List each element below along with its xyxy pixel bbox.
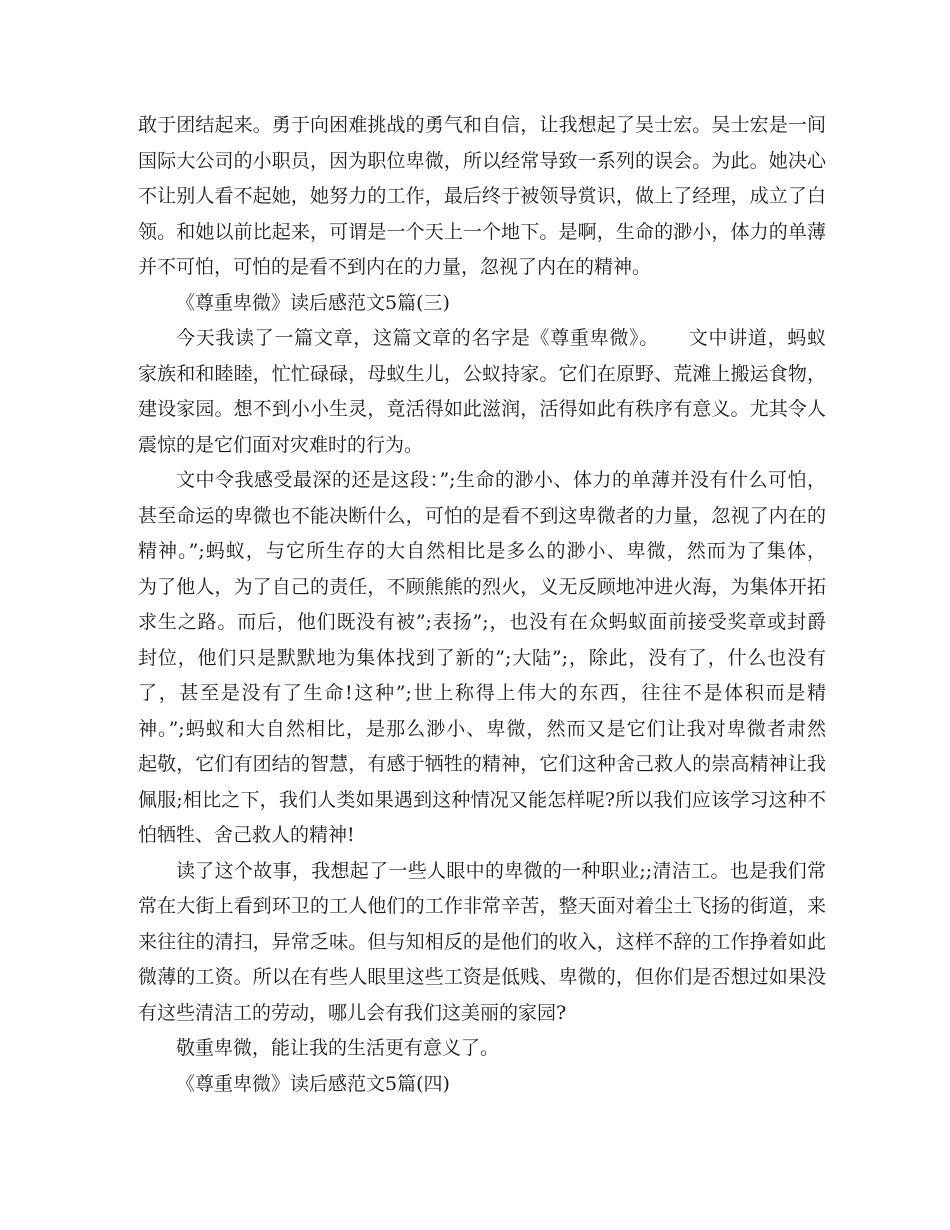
text-line: 国际大公司的小职员，因为职位卑微，所以经常导致一系列的误会。为此。她决心 [138, 149, 826, 172]
text-line: 建设家园。想不到小小生灵，竟活得如此滋润，活得如此有秩序有意义。尤其令人 [138, 398, 826, 420]
section-heading: 《尊重卑微》读后感范文5篇(四) [176, 1072, 450, 1095]
text-line: 常在大街上看到环卫的工人他们的工作非常辛苦，整天面对着尘土飞扬的街道，来 [138, 895, 826, 917]
text-line: 甚至命运的卑微也不能决断什么，可怕的是看不到这卑微者的力量，忽视了内在的 [138, 504, 826, 527]
text-line: 有这些清洁工的劳动，哪儿会有我们这美丽的家园? [138, 1001, 567, 1024]
text-line: 今天我读了一篇文章，这篇文章的名字是《尊重卑微》。 文中讲道，蚂蚁 [176, 327, 826, 349]
text-line: 佩服;相比之下，我们人类如果遇到这种情况又能怎样呢?所以我们应该学习这种不 [138, 788, 826, 811]
text-line: 为了他人，为了自己的责任，不顾熊熊的烈火，义无反顾地冲进火海，为集体开拓 [138, 575, 826, 598]
text-line: 精神。”;蚂蚁，与它所生存的大自然相比是多么的渺小、卑微，然而为了集体， [138, 540, 826, 562]
text-line: 起敬，它们有团结的智慧，有感于牺牲的精神，它们这种舍己救人的崇高精神让我 [138, 753, 826, 775]
text-line: 文中令我感受最深的还是这段：”;生命的渺小、体力的单薄并没有什么可怕， [176, 469, 826, 491]
text-line: 领。和她以前比起来，可谓是一个天上一个地下。是啊，生命的渺小，体力的单薄 [138, 220, 826, 243]
text-line: 怕牺牲、舍己救人的精神! [138, 824, 355, 846]
text-line: 了，甚至是没有了生命!这种”;世上称得上伟大的东西，往往不是体积而是精 [138, 682, 826, 704]
text-line: 敢于团结起来。勇于向困难挑战的勇气和自信，让我想起了吴士宏。吴士宏是一间 [138, 114, 826, 136]
text-line: 神。”;蚂蚁和大自然相比，是那么渺小、卑微，然而又是它们让我对卑微者肃然 [138, 717, 826, 740]
text-line: 震惊的是它们面对灾难时的行为。 [138, 433, 424, 456]
document-body [138, 108, 826, 1102]
section-heading: 《尊重卑微》读后感范文5篇(三) [176, 291, 450, 314]
text-line: 求生之路。而后，他们既没有被”;表扬”;，也没有在众蚂蚁面前接受奖章或封爵 [138, 611, 826, 633]
text-line: 敬重卑微，能让我的生活更有意义了。 [176, 1037, 500, 1059]
text-line: 不让别人看不起她，她努力的工作，最后终于被领导赏识，做上了经理，成立了白 [138, 185, 826, 207]
text-line: 读了这个故事，我想起了一些人眼中的卑微的一种职业;;清洁工。也是我们常 [176, 859, 826, 882]
text-line: 并不可怕，可怕的是看不到内在的力量，忽视了内在的精神。 [138, 256, 652, 278]
text-line: 微薄的工资。所以在有些人眼里这些工资是低贱、卑微的，但你们是否想过如果没 [138, 966, 826, 988]
text-line: 封位，他们只是默默地为集体找到了新的”;大陆”;，除此，没有了，什么也没有 [138, 646, 826, 669]
text-line: 来往往的清扫，异常乏味。但与知相反的是他们的收入，这样不辞的工作挣着如此 [138, 930, 826, 953]
text-line: 家族和和睦睦，忙忙碌碌，母蚁生儿，公蚁持家。它们在原野、荒滩上搬运食物， [138, 362, 826, 385]
